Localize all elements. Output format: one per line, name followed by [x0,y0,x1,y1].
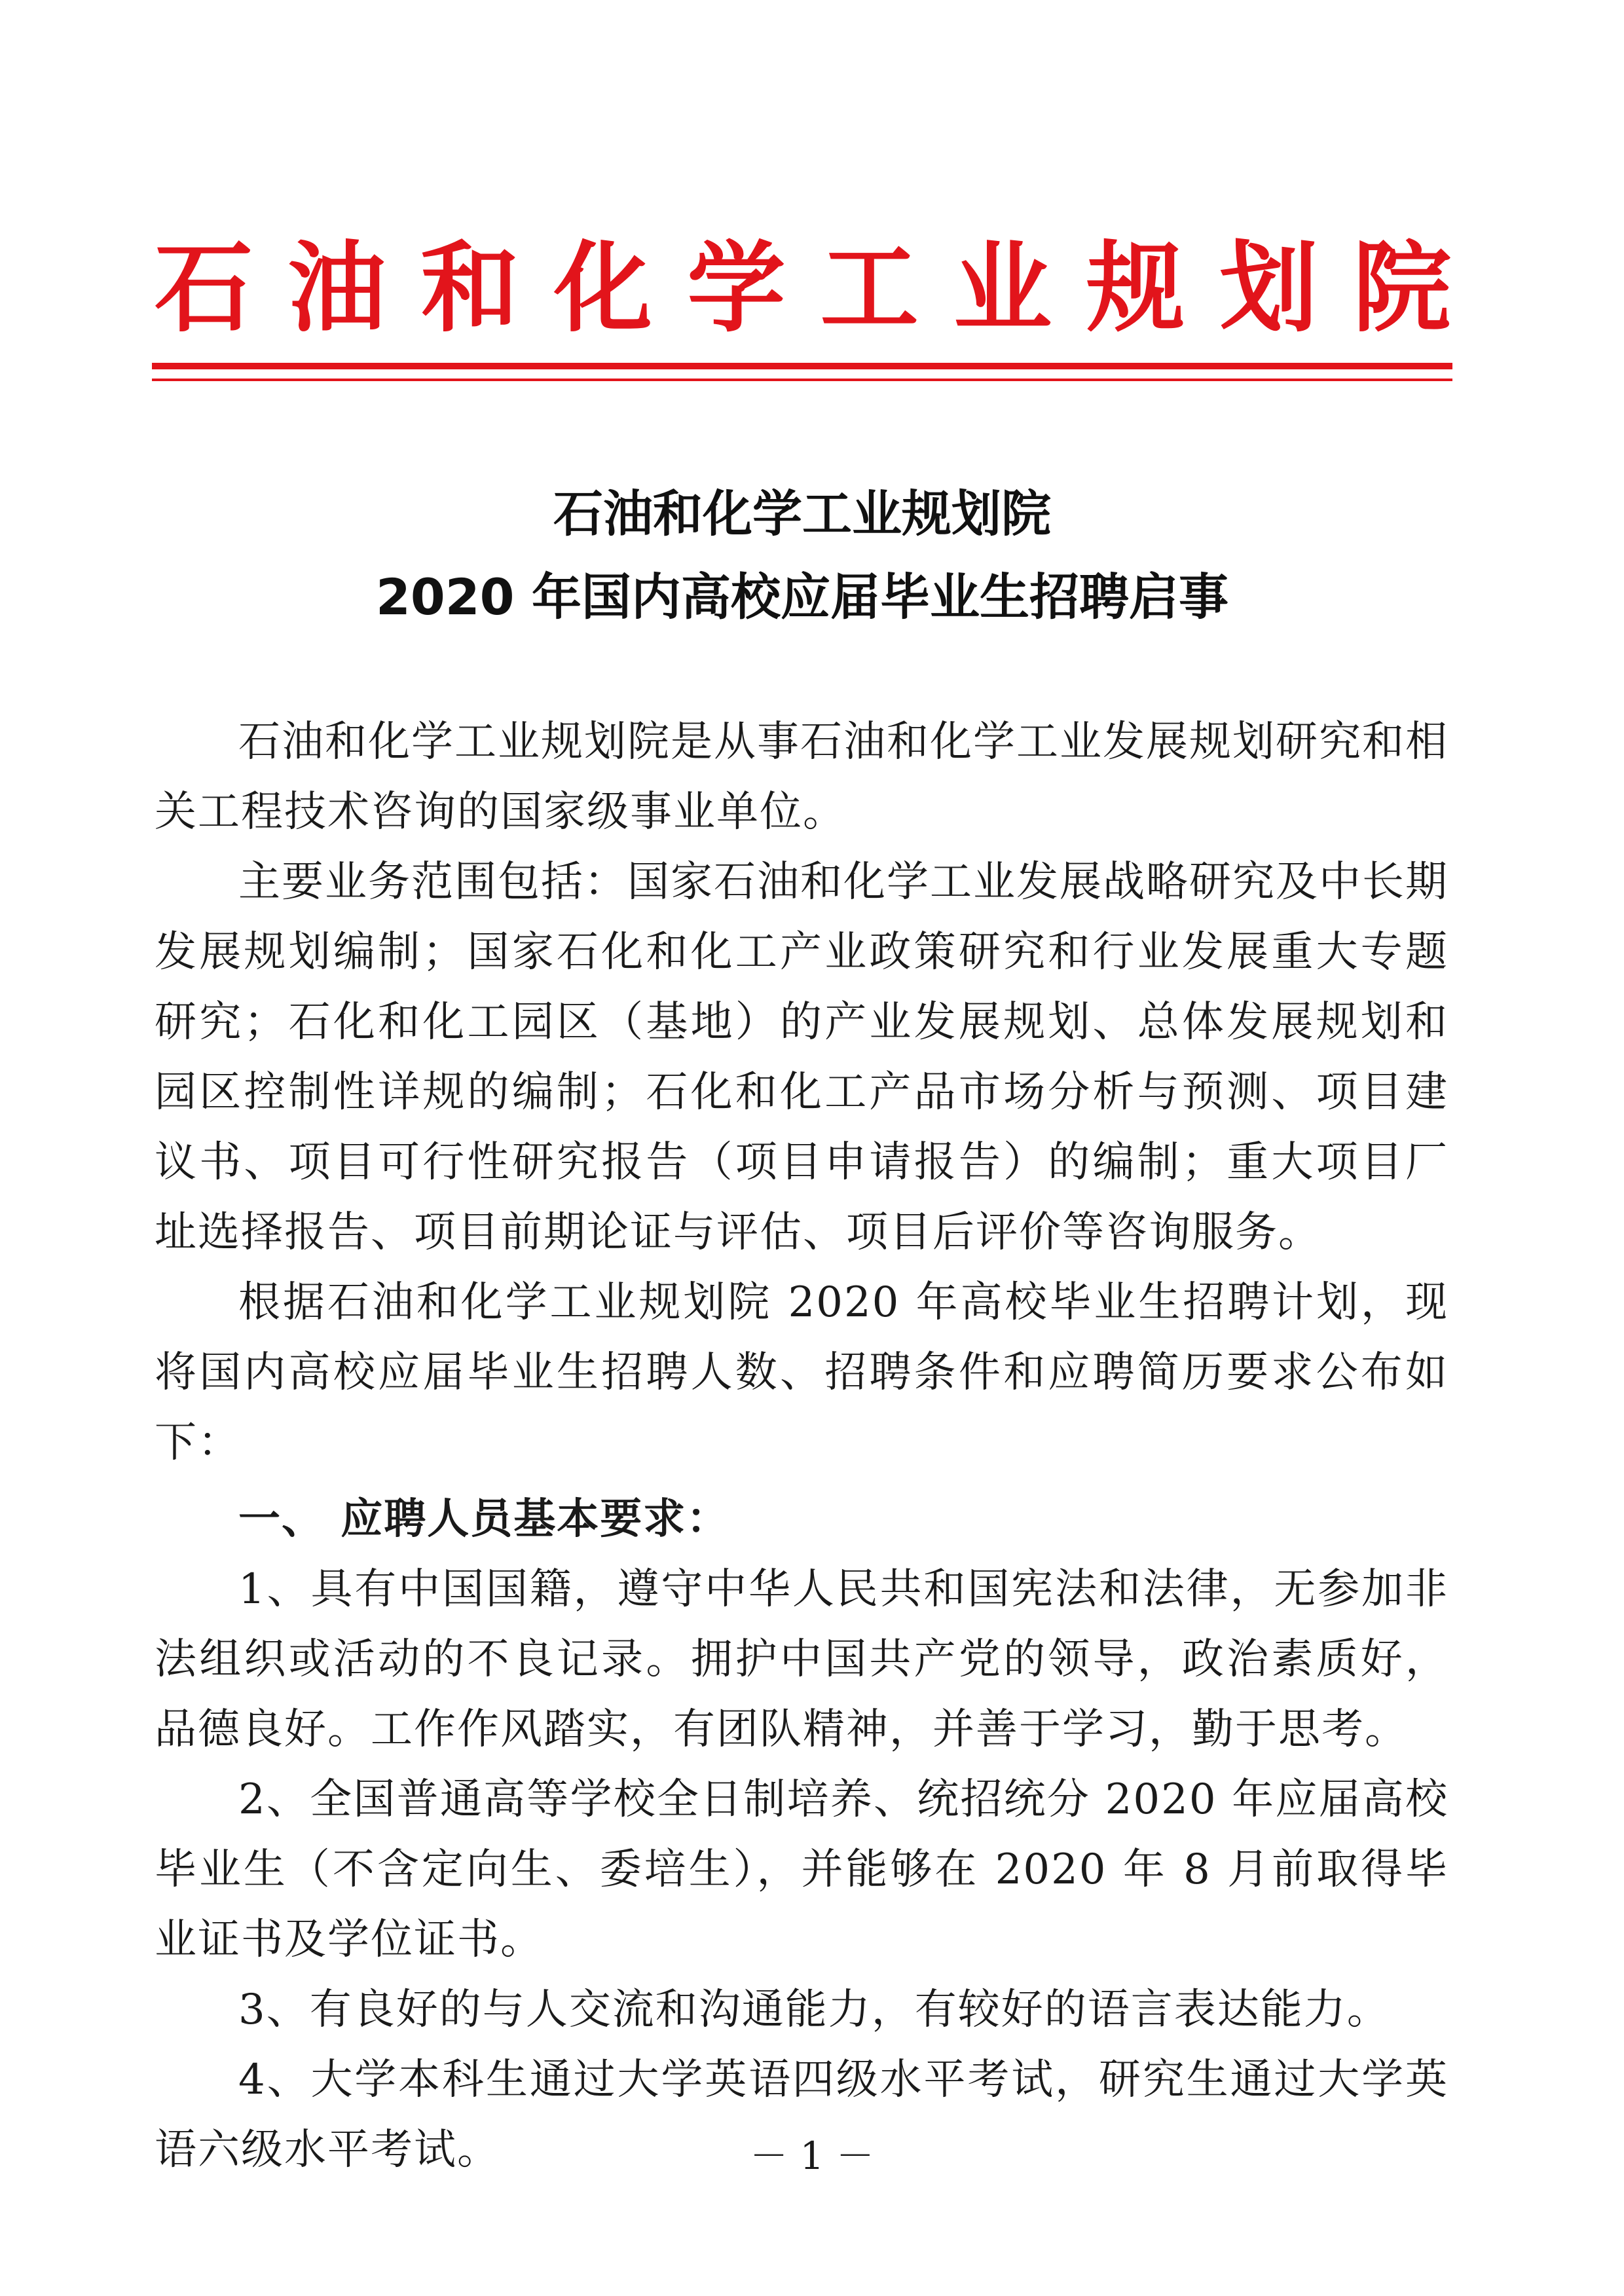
letterhead-char: 石 [155,231,253,346]
document-title-line-1: 石油和化学工业规划院 [553,485,1051,543]
recruitment-plan-paragraph: 根据石油和化学工业规划院 2020 年高校毕业生招聘计划，现将国内高校应届毕业生招聘人数、招聘条件和应聘简历要求公布如下： [155,1278,1449,1467]
letterhead-char: 规 [1086,231,1185,346]
section-heading-requirements: 一、 应聘人员基本要求： [238,1495,730,1544]
document-title-line-2: 2020 年国内高校应届毕业生招聘启事 [376,568,1228,626]
page-number: － 1 － [750,2134,874,2178]
letterhead-char: 业 [953,231,1052,346]
document-body [155,707,1449,2185]
requirement-item-3: 3、有良好的与人交流和沟通能力，有较好的语言表达能力。 [238,1986,1390,2034]
letterhead-char: 院 [1352,231,1451,346]
requirement-item-2: 2、全国普通高等学校全日制培养、统招统分 2020 年应届高校毕业生（不含定向生、委培生），并能够在 2020 年 8 月前取得毕业证书及学位证书。 [155,1775,1449,1964]
letterhead-char: 油 [287,231,386,346]
intro-paragraph: 石油和化学工业规划院是从事石油和化学工业发展规划研究和相关工程技术咨询的国家级事业单位。 [155,718,1449,836]
requirement-item-1: 1、具有中国国籍，遵守中华人民共和国宪法和法律，无参加非法组织或活动的不良记录。拥护中国共产党的领导，政治素质好，品德良好。工作作风踏实，有团队精神，并善于学习，勤于思考。 [155,1565,1449,1754]
letterhead-rule-thick [152,363,1452,369]
letterhead-char: 化 [553,231,652,346]
letterhead-char: 划 [1219,231,1318,346]
letterhead-title [155,232,1451,344]
letterhead-char: 和 [420,231,519,346]
requirement-item-4: 4、大学本科生通过大学英语四级水平考试，研究生通过大学英语六级水平考试。 [155,2056,1449,2174]
letterhead-char: 学 [687,231,786,346]
business-scope-paragraph: 主要业务范围包括：国家石油和化学工业发展战略研究及中长期发展规划编制；国家石化和化工产业政策研究和行业发展重大专题研究；石化和化工园区（基地）的产业发展规划、总体发展规划和园区控制性详规的编制；石化和化工产品市场分析与预测、项目建议书、项目可行性研究报告（项目申请报告）的编制；重大项目厂址选择报告、项目前期论证与评估、项目后评价等咨询服务。 [155,858,1449,1257]
letterhead-char: 工 [820,231,919,346]
letterhead-rule-thin [152,379,1452,381]
